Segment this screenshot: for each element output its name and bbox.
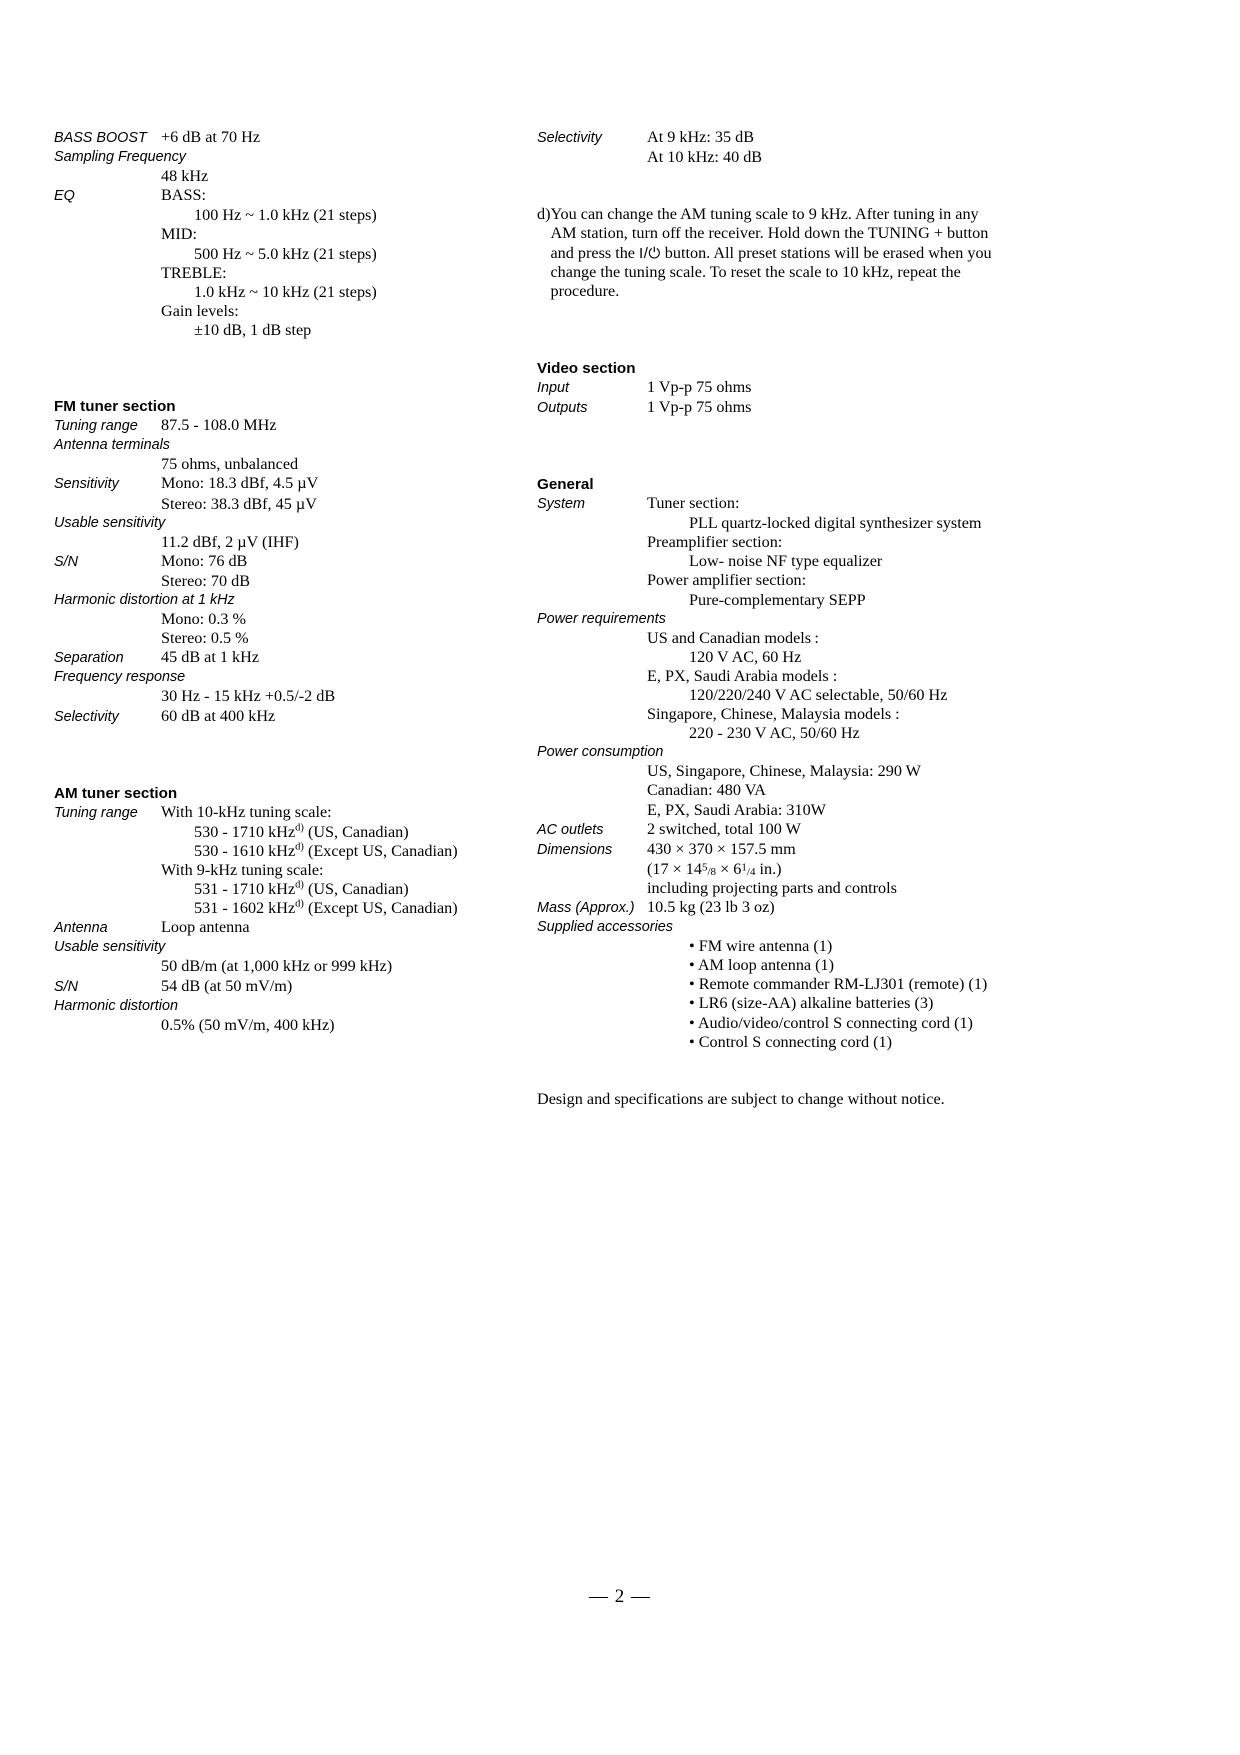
closing-note: Design and specifications are subject to change without notice. [537, 1089, 945, 1108]
heading-fm-tuner-section: FM tuner section [54, 398, 176, 416]
power-req-epx-label: E, PX, Saudi Arabia models : [647, 666, 838, 685]
list-item: • Control S connecting cord (1) [689, 1032, 893, 1051]
spec-value-am-selectivity-9khz: At 9 kHz: 35 dB [647, 128, 755, 146]
dimensions-in-middle: × 6 [716, 859, 742, 878]
spec-value-fm-sensitivity-stereo: Stereo: 38.3 dBf, 45 µV [161, 494, 317, 513]
spec-row-fm-sensitivity [54, 474, 484, 494]
spec-label-fm-harmonic-distortion: Harmonic distortion at 1 kHz [54, 591, 235, 608]
spec-label-fm-sn: S/N [54, 553, 78, 570]
dimensions-frac2-numerator: 1 [741, 861, 747, 874]
eq-line-gain-value: ±10 dB, 1 dB step [194, 320, 312, 339]
spec-row-ac-outlets [537, 820, 1007, 840]
footnote-d-block [537, 205, 1007, 301]
supplied-accessories-list [647, 937, 1007, 1052]
footnote-d-body [550, 205, 1007, 301]
spec-row-video-input [537, 378, 1007, 398]
list-item: • AM loop antenna (1) [689, 956, 835, 975]
spec-label-fm-frequency-response: Frequency response [54, 669, 186, 686]
left-column [54, 128, 484, 1035]
am-range-9khz-us-value: 531 - 1710 kHz [194, 880, 296, 899]
am-range-9khz-other [161, 899, 484, 918]
system-detail-lines [647, 514, 1007, 609]
spec-value-am-usable-sensitivity: 50 dB/m (at 1,000 kHz or 999 kHz) [161, 957, 393, 976]
power-req-epx-value: 120/220/240 V AC selectable, 50/60 Hz [689, 685, 948, 704]
spec-row-mass [537, 898, 1007, 918]
spec-value-fm-usable-sensitivity: 11.2 dBf, 2 µV (IHF) [161, 532, 299, 551]
spec-label-bass-boost: BASS BOOST [54, 130, 147, 146]
spec-row-dimensions [537, 840, 1007, 860]
list-item: • Audio/video/control S connecting cord (1) [689, 1013, 973, 1032]
spec-label-mass: Mass (Approx.) [537, 900, 635, 917]
eq-detail-lines [161, 206, 484, 340]
system-line-poweramp-label: Power amplifier section: [647, 571, 807, 590]
spec-label-dimensions: Dimensions [537, 841, 613, 858]
spec-value-sampling-frequency: 48 kHz [161, 167, 209, 186]
spec-value-mass: 10.5 kg (23 lb 3 oz) [647, 898, 775, 917]
spec-value-fm-harmonic-mono: Mono: 0.3 % [161, 610, 246, 629]
spec-label-am-tuning-range: Tuning range [54, 804, 138, 821]
am-range-9khz-us [161, 880, 484, 899]
am-range-9khz-other-value: 531 - 1602 kHz [194, 899, 296, 918]
power-button-icon: I/⏻ [639, 244, 661, 262]
power-req-asia-label: Singapore, Chinese, Malaysia models : [647, 705, 900, 724]
spacer [537, 167, 1007, 205]
spec-label-sampling-frequency: Sampling Frequency [54, 149, 186, 166]
spec-label-power-consumption: Power consumption [537, 744, 664, 761]
spacer [537, 302, 1007, 359]
spec-row-am-tuning-range [54, 803, 484, 823]
spec-label-video-outputs: Outputs [537, 399, 588, 416]
spec-label-fm-sensitivity: Sensitivity [54, 476, 119, 493]
spec-value-fm-harmonic-stereo: Stereo: 0.5 % [161, 629, 249, 648]
spec-value-eq-bass: BASS: [161, 186, 206, 205]
spacer [537, 418, 1007, 475]
am-range-10khz-us [161, 823, 484, 842]
am-tuning-range-detail [161, 823, 484, 918]
spec-row-fm-selectivity [54, 707, 484, 727]
heading-video-section: Video section [537, 359, 636, 377]
eq-line-treble-label: TREBLE: [161, 263, 227, 282]
spec-label-fm-antenna-terminals: Antenna terminals [54, 437, 170, 454]
am-range-10khz-other [161, 842, 484, 861]
spec-value-video-input: 1 Vp-p 75 ohms [647, 377, 752, 396]
spec-value-am-antenna: Loop antenna [161, 918, 250, 937]
spec-label-fm-selectivity: Selectivity [54, 708, 119, 725]
spec-value-fm-frequency-response: 30 Hz - 15 kHz +0.5/-2 dB [161, 687, 336, 706]
spec-label-system: System [537, 496, 585, 513]
footnote-d-marker: d) [537, 205, 551, 224]
am-range-10khz-other-region: (Except US, Canadian) [303, 841, 458, 860]
dimensions-detail [647, 860, 1007, 898]
am-range-9khz-us-region: (US, Canadian) [303, 880, 409, 899]
footnote-ref-d: d) [295, 841, 304, 853]
eq-line-bass-range: 100 Hz ~ 1.0 kHz (21 steps) [194, 206, 377, 225]
spec-value-am-harmonic-distortion: 0.5% (50 mV/m, 400 kHz) [161, 1015, 335, 1034]
power-req-us-value: 120 V AC, 60 Hz [689, 647, 802, 666]
spec-value-fm-selectivity: 60 dB at 400 kHz [161, 706, 276, 725]
footnote-ref-d: d) [295, 898, 304, 910]
spec-value-ac-outlets: 2 switched, total 100 W [647, 819, 801, 838]
spec-label-am-harmonic-distortion: Harmonic distortion [54, 997, 178, 1014]
spec-row-fm-sn [54, 552, 484, 572]
spec-value-am-sn: 54 dB (at 50 mV/m) [161, 976, 293, 995]
spec-value-dimensions-inches [647, 860, 1007, 879]
footnote-d-line4: change the tuning scale. To reset the scale to 10 kHz, repeat the [550, 263, 961, 282]
am-range-10khz-us-value: 530 - 1710 kHz [194, 822, 296, 841]
footnote-d-line1: You can change the AM tuning scale to 9 kHz. After tuning in any AM [550, 205, 979, 243]
spec-value-fm-antenna-terminals: 75 ohms, unbalanced [161, 455, 299, 474]
power-req-asia-value: 220 - 230 V AC, 50/60 Hz [689, 724, 860, 743]
spec-label-am-usable-sensitivity: Usable sensitivity [54, 939, 166, 956]
power-req-us-label: US and Canadian models : [647, 628, 819, 647]
spec-row-am-selectivity [537, 128, 1007, 148]
system-line-preamp-value: Low- noise NF type equalizer [689, 552, 883, 571]
eq-line-treble-range: 1.0 kHz ~ 10 kHz (21 steps) [194, 282, 377, 301]
dimensions-in-suffix: in.) [755, 859, 782, 878]
eq-line-gain-label: Gain levels: [161, 301, 239, 320]
spec-label-ac-outlets: AC outlets [537, 821, 604, 838]
am-range-10khz-other-value: 530 - 1610 kHz [194, 841, 296, 860]
eq-line-mid-label: MID: [161, 225, 197, 244]
spec-label-am-sn: S/N [54, 978, 78, 995]
footnote-d-line3b: button. All preset stations will be erased when you [660, 243, 992, 262]
list-item: • Remote commander RM-LJ301 (remote) (1) [689, 975, 988, 994]
spec-label-fm-tuning-range: Tuning range [54, 418, 138, 435]
spacer [537, 1052, 1007, 1090]
spec-label-fm-usable-sensitivity: Usable sensitivity [54, 514, 166, 531]
am-range-10khz-us-region: (US, Canadian) [303, 822, 409, 841]
spec-label-power-requirements: Power requirements [537, 610, 666, 627]
spec-value-video-outputs: 1 Vp-p 75 ohms [647, 397, 752, 416]
spec-label-supplied-accessories: Supplied accessories [537, 919, 673, 936]
spec-label-eq: EQ [54, 188, 75, 205]
footnote-ref-d: d) [295, 879, 304, 891]
spec-label-am-selectivity: Selectivity [537, 130, 602, 146]
power-requirements-lines [647, 629, 1007, 744]
footnote-d-line2: station, turn off the receiver. Hold down the TUNING + button and [550, 224, 989, 262]
spec-label-video-input: Input [537, 379, 570, 396]
spec-value-fm-sn-stereo: Stereo: 70 dB [161, 571, 251, 590]
spec-row-fm-separation [54, 648, 484, 668]
power-consumption-epx: E, PX, Saudi Arabia: 310W [647, 800, 826, 819]
system-line-poweramp-value: Pure-complementary SEPP [689, 590, 866, 609]
spec-value-dimensions-mm: 430 × 370 × 157.5 mm [647, 839, 796, 858]
right-column [537, 128, 1007, 1109]
spec-row-eq [54, 186, 484, 206]
dimensions-frac1-numerator: 5 [702, 861, 708, 874]
spec-row-am-sn [54, 977, 484, 997]
spec-value-am-selectivity-10khz: At 10 kHz: 40 dB [647, 148, 763, 167]
dimensions-in-prefix: (17 × 14 [647, 859, 702, 878]
am-range-9khz-other-region: (Except US, Canadian) [303, 899, 458, 918]
dimensions-frac1-denominator: /8 [707, 865, 717, 878]
spacer [54, 340, 484, 397]
spec-value-system-tuner: Tuner section: [647, 494, 740, 513]
spec-row-system [537, 494, 1007, 514]
spec-value-fm-sensitivity-mono: Mono: 18.3 dBf, 4.5 µV [161, 474, 319, 493]
list-item: • FM wire antenna (1) [689, 937, 833, 956]
dimensions-frac2-denominator: /4 [746, 865, 756, 878]
fm-harmonic-values [161, 610, 484, 648]
spec-row-bass-boost [54, 128, 484, 148]
system-line-pll: PLL quartz-locked digital synthesizer system [689, 514, 982, 533]
spec-value-fm-tuning-range: 87.5 - 108.0 MHz [161, 416, 277, 435]
eq-line-mid-range: 500 Hz ~ 5.0 kHz (21 steps) [194, 244, 377, 263]
spec-row-am-antenna [54, 918, 484, 938]
spec-label-fm-separation: Separation [54, 650, 124, 667]
spec-value-fm-separation: 45 dB at 1 kHz [161, 648, 260, 667]
list-item: • LR6 (size-AA) alkaline batteries (3) [689, 994, 934, 1013]
power-consumption-lines [647, 762, 1007, 819]
heading-am-tuner-section: AM tuner section [54, 784, 178, 802]
dimensions-note: including projecting parts and controls [647, 878, 897, 897]
system-line-preamp-label: Preamplifier section: [647, 533, 783, 552]
am-scale9-header: With 9-kHz tuning scale: [161, 861, 324, 879]
spec-value-am-scale10-header: With 10-kHz tuning scale: [161, 802, 332, 821]
spec-label-am-antenna: Antenna [54, 920, 108, 937]
spec-row-video-outputs [537, 398, 1007, 418]
spec-value-bass-boost: +6 dB at 70 Hz [161, 128, 261, 146]
power-consumption-us: US, Singapore, Chinese, Malaysia: 290 W [647, 762, 921, 781]
page-number-footer: — 2 — [589, 1586, 651, 1607]
footnote-d-line3a: press the [577, 243, 640, 262]
spacer [54, 727, 484, 784]
spec-row-fm-tuning-range [54, 416, 484, 436]
footnote-ref-d: d) [295, 822, 304, 834]
power-consumption-canadian: Canadian: 480 VA [647, 781, 767, 800]
spec-value-fm-sn-mono: Mono: 76 dB [161, 551, 248, 570]
footnote-d-line5: procedure. [550, 282, 620, 301]
heading-general-section: General [537, 475, 594, 493]
